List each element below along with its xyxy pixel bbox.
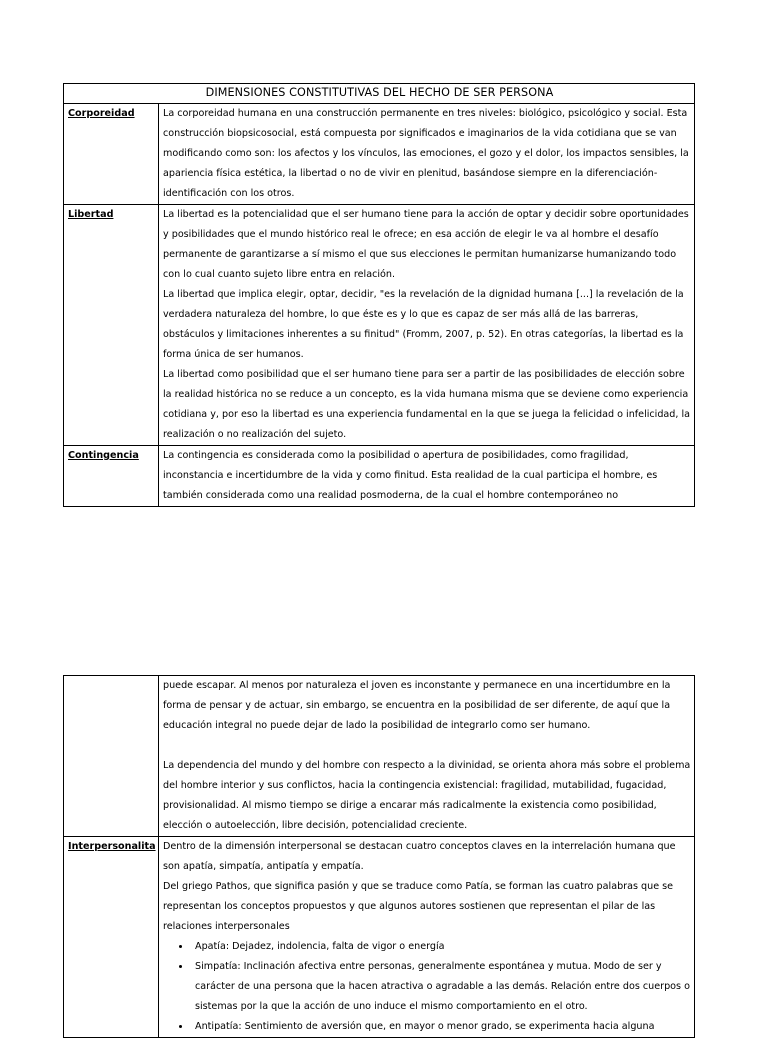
libertad-paragraph-3: La libertad como posibilidad que el ser humano tiene para ser a partir de las posibilidades de elección sobre la realidad histórica no se reduce a un concepto, es la vida humana misma que se deviene como experiencia cotidiana y, por eso la libertad es una experiencia fundamental en la que se juega la felicidad o infelicidad, la realización o no realización del sujeto. — [163, 369, 691, 440]
paragraph-spacer — [163, 736, 691, 756]
definition-cell — [159, 104, 695, 205]
term-contingencia: Contingencia — [68, 450, 139, 461]
table-row-interpersonalita — [64, 837, 695, 1038]
libertad-paragraph-2: La libertad que implica elegir, optar, decidir, "es la revelación de la dignidad humana [...] la revelación de la verdadera naturaleza del hombre, lo que éste es y lo que es capaz de ser más allá de las barreras, obstáculos y limitaciones inherentes a su finitud" (Fromm, 2007, p. 52). En otras categorías, la libertad es la forma única de ser humanos. — [163, 289, 684, 360]
term-cell — [64, 205, 159, 446]
definition-cell — [159, 446, 695, 507]
term-corporeidad: Corporeidad — [68, 108, 135, 119]
table-row-contingencia — [64, 446, 695, 507]
interpersonalita-paragraph-1: Dentro de la dimensión interpersonal se destacan cuatro conceptos claves en la interrelación humana que son apatía, simpatía, antipatía y empatía. — [163, 841, 676, 872]
table-row-libertad — [64, 205, 695, 446]
document-table-page-2 — [63, 675, 695, 1038]
table-title-row — [64, 84, 695, 104]
term-cell-empty — [64, 676, 159, 837]
table-row-contingencia-continued — [64, 676, 695, 837]
definition-cell — [159, 676, 695, 837]
contingencia-cont-paragraph-1: puede escapar. Al menos por naturaleza el joven es inconstante y permanece en una incertidumbre en la forma de pensar y de actuar, sin embargo, se encuentra en la posibilidad de ser diferente, de aquí que la educación integral no puede dejar de lado la posibilidad de integrarlo como ser humano. — [163, 680, 671, 731]
bullet-apatia: • Apatía: Dejadez, indolencia, falta de vigor o energía — [191, 937, 691, 957]
term-libertad: Libertad — [68, 209, 114, 220]
definition-cell — [159, 205, 695, 446]
page-2-viewport — [0, 675, 768, 1032]
contingencia-paragraph-1: La contingencia es considerada como la posibilidad o apertura de posibilidades, como fragilidad, inconstancia e incertidumbre de la vida y como finitud. Esta realidad de la cual participa el hombre, es también considerada como una realidad posmoderna, de la cual el hombre contemporáneo no — [163, 450, 658, 501]
definition-cell — [159, 837, 695, 1038]
bullet-simpatia: • Simpatía: Inclinación afectiva entre personas, generalmente espontánea y mutua. Modo de ser y carácter de una persona que la hacen atractiva o agradable a las demás. Relación entre dos cuerpos o sistemas por la que la acción de uno induce el mismo comportamiento en el otro. — [191, 957, 691, 1017]
bullet-antipatia: • Antipatía: Sentimiento de aversión que, en mayor o menor grado, se experimenta hacia alguna — [191, 1017, 691, 1037]
interpersonalita-bullet-list — [163, 937, 691, 1037]
term-cell — [64, 837, 159, 1038]
term-cell — [64, 446, 159, 507]
table-title: DIMENSIONES CONSTITUTIVAS DEL HECHO DE SER PERSONA — [64, 84, 695, 104]
contingencia-cont-paragraph-2: La dependencia del mundo y del hombre con respecto a la divinidad, se orienta ahora más sobre el problema del hombre interior y sus conflictos, hacia la contingencia existencial: fragilidad, mutabilidad, fugacidad, provisionalidad. Al mismo tiempo se dirige a encarar más radicalmente la existencia como posibilidad, elección o autoelección, libre decisión, potencialidad creciente. — [163, 760, 691, 831]
document-table-page-1 — [63, 83, 695, 507]
table-row-corporeidad — [64, 104, 695, 205]
corporeidad-paragraph-1: La corporeidad humana en una construcción permanente en tres niveles: biológico, psicológico y social. Esta construcción biopsicosocial, está compuesta por significados e imaginarios de la vida cotidiana que se van modificando como son: los afectos y los vínculos, las emociones, el gozo y el dolor, los impactos sensibles, la apariencia física estética, la libertad o no de vivir en plenitud, basándose siempre en la diferenciación-identificación con los otros. — [163, 108, 689, 199]
term-interpersonalita: Interpersonalita — [68, 841, 156, 852]
term-cell — [64, 104, 159, 205]
interpersonalita-paragraph-2: Del griego Pathos, que significa pasión y que se traduce como Patía, se forman las cuatro palabras que se representan los conceptos propuestos y que algunos autores sostienen que representan el pilar de las relaciones interpersonales — [163, 881, 674, 932]
libertad-paragraph-1: La libertad es la potencialidad que el ser humano tiene para la acción de optar y decidir sobre oportunidades y posibilidades que el mundo histórico real le ofrece; en esa acción de elegir le va al hombre el desafío permanente de garantizarse a sí mismo el que sus elecciones le permitan humanizarse humanizando todo con lo cual cuanto sujeto libre entra en relación. — [163, 209, 689, 280]
